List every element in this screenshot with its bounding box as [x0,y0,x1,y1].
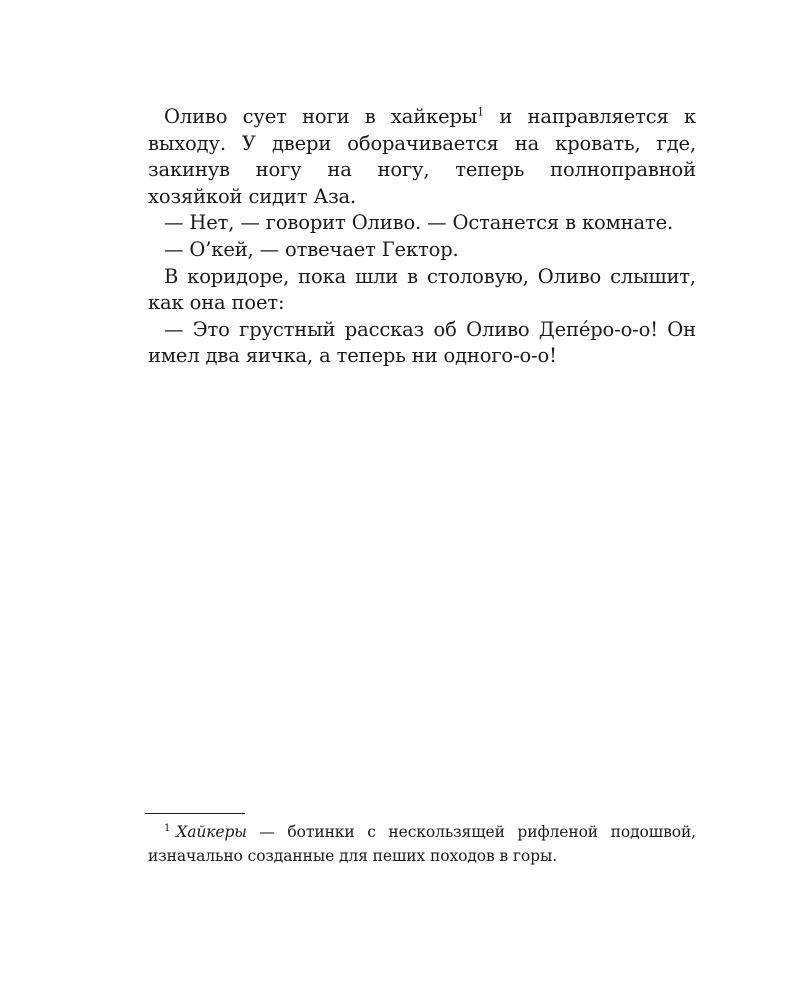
dialogue-line-2: — О’кей, — отвечает Гектор. [164,237,459,261]
paragraph-2: В коридоре, пока шли в столовую, Оливо слышит, как она поет: [148,264,696,315]
main-text [148,104,696,370]
dialogue-line-1: — Нет, — говорит Оливо. — Останется в комнате. [164,211,674,235]
dialogue-line-3: — Это грустный рассказ об Оливо Депéро-о-о! Он имел два яичка, а теперь ни одного-о-о! [148,317,696,368]
footnote [148,820,696,868]
footnote-term: Хайкеры [176,823,247,841]
paragraph-1 [148,104,696,210]
footnote-text [148,820,696,868]
footnote-definition: — ботинки с нескользящей рифленой подошвой, изначально созданные для пеших походов в горы. [148,823,696,865]
footnote-divider [145,813,245,814]
paragraph-1-start: Оливо сует ноги в хайкеры [164,105,478,128]
footnote-mark: 1 [164,822,171,834]
footnote-reference[interactable]: 1 [477,105,485,119]
paragraph-1-end: и направляется к выходу. У двери оборачивается на кровать, где, закинув ногу на ногу, теперь полноправной хозяйкой сидит Аза. [148,105,696,208]
